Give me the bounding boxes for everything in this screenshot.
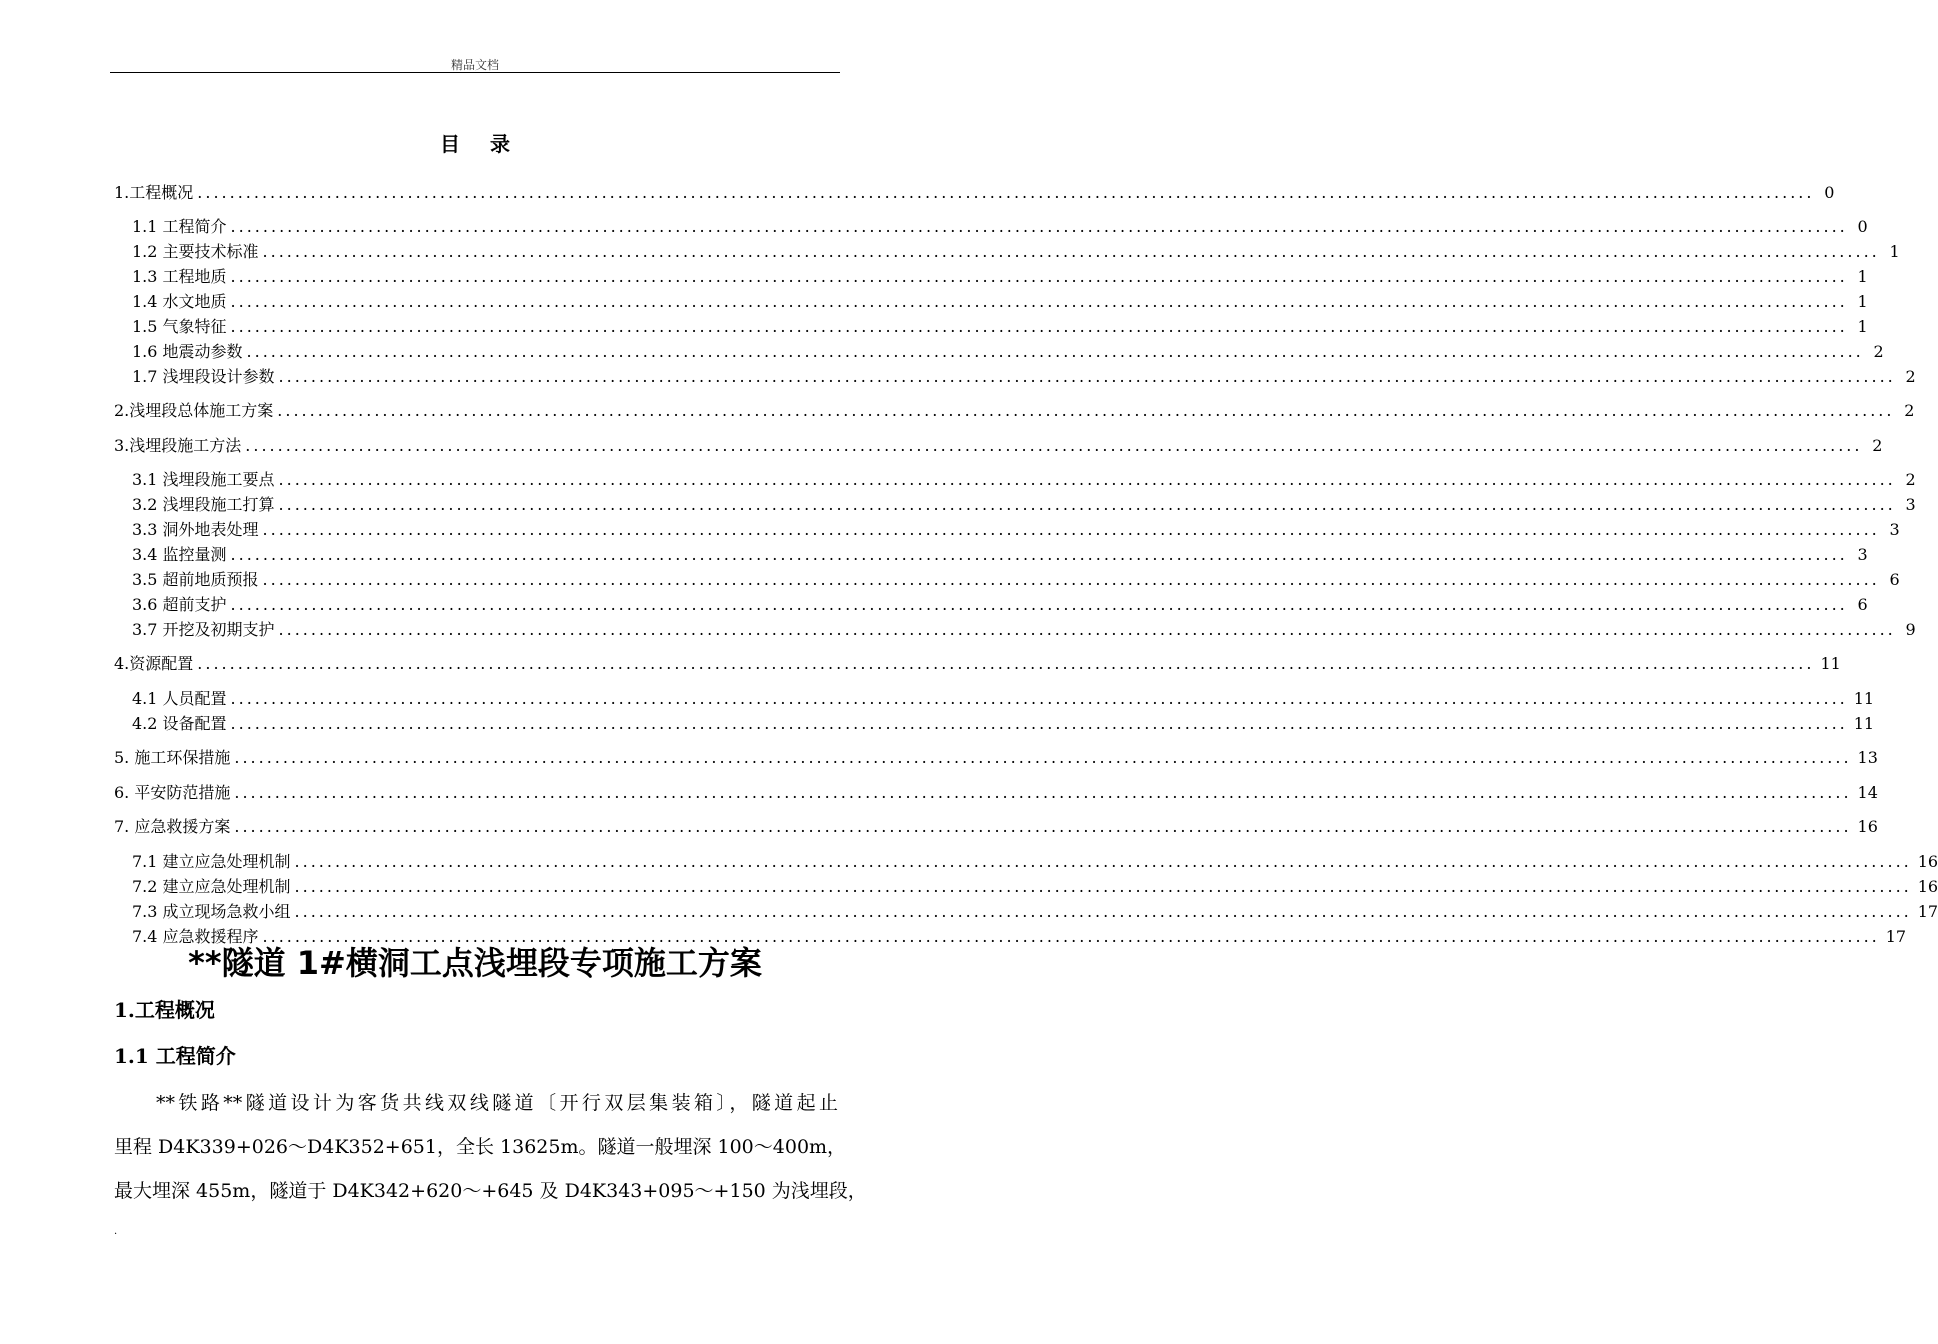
toc-leader-dots: ........................................................................................................................................................................................................: [230, 595, 1848, 614]
toc-entry[interactable]: [132, 874, 1938, 896]
toc-entry[interactable]: [132, 314, 1868, 336]
header-rule: [110, 72, 840, 73]
toc-leader-dots: ........................................................................................................................................................................................................: [278, 620, 1896, 639]
toc-entry[interactable]: [132, 492, 1916, 514]
toc-entry-page: 2: [1872, 436, 1883, 455]
toc-leader-dots: ........................................................................................................................................................................................................: [294, 852, 1912, 871]
toc-leader-dots: ........................................................................................................................................................................................................: [234, 783, 1852, 802]
toc-entry-label: 5. 施工环保措施: [114, 748, 231, 767]
toc-entry[interactable]: [114, 180, 1835, 202]
toc-entry[interactable]: [132, 239, 1900, 261]
toc-entry-label: 3.1 浅埋段施工要点: [132, 470, 275, 489]
toc-entry[interactable]: [132, 567, 1900, 589]
toc-entry-label: 7.3 成立现场急救小组: [132, 902, 291, 921]
toc-leader-dots: ........................................................................................................................................................................................................: [262, 927, 1880, 946]
toc-entry-label: 4.1 人员配置: [132, 689, 227, 708]
toc-entry[interactable]: [114, 433, 1883, 455]
toc-entry-label: 7.1 建立应急处理机制: [132, 852, 291, 871]
toc-leader-dots: ........................................................................................................................................................................................................: [197, 654, 1815, 673]
toc-entry-label: 1.1 工程简介: [132, 217, 227, 236]
toc-entry[interactable]: [114, 651, 1841, 673]
toc-entry-label: 1.7 浅埋段设计参数: [132, 367, 275, 386]
toc-entry-page: 3: [1905, 495, 1916, 514]
toc-entry[interactable]: [132, 467, 1916, 489]
toc-entry[interactable]: [114, 745, 1878, 767]
toc-entry[interactable]: [132, 339, 1884, 361]
toc-entry-page: 17: [1917, 902, 1938, 921]
toc-entry-page: 2: [1905, 470, 1916, 489]
subsection-heading: 1.1 工程简介: [114, 1044, 236, 1068]
toc-entry-page: 1: [1889, 242, 1900, 261]
toc-entry-label: 1.5 气象特征: [132, 317, 227, 336]
toc-entry[interactable]: [132, 686, 1875, 708]
toc-leader-dots: ........................................................................................................................................................................................................: [262, 570, 1880, 589]
toc-entry[interactable]: [132, 517, 1900, 539]
toc-leader-dots: ........................................................................................................................................................................................................: [245, 436, 1863, 455]
toc-entry-label: 3.7 开挖及初期支护: [132, 620, 275, 639]
document-title: **隧道 1#横洞工点浅埋段专项施工方案: [188, 944, 762, 982]
toc-leader-dots: ........................................................................................................................................................................................................: [230, 292, 1848, 311]
toc-entry-page: 3: [1857, 545, 1868, 564]
toc-leader-dots: ........................................................................................................................................................................................................: [230, 317, 1848, 336]
toc-entry[interactable]: [132, 711, 1875, 733]
toc-title: 目录: [440, 132, 540, 156]
header-text: 精品文档: [450, 58, 499, 72]
paragraph-line: **铁路**隧道设计为客货共线双线隧道〔开行双层集装箱〕，隧道起止: [156, 1092, 838, 1114]
toc-entry-page: 6: [1857, 595, 1868, 614]
toc-entry-page: 11: [1853, 714, 1875, 733]
toc-entry-label: 6. 平安防范措施: [114, 783, 231, 802]
toc-entry[interactable]: [132, 542, 1868, 564]
toc-entry[interactable]: [114, 780, 1878, 802]
toc-entry[interactable]: [132, 289, 1868, 311]
toc-entry[interactable]: [114, 814, 1878, 836]
toc-entry-label: 3.3 洞外地表处理: [132, 520, 259, 539]
toc-leader-dots: ........................................................................................................................................................................................................: [278, 470, 1896, 489]
toc-entry-page: 9: [1905, 620, 1916, 639]
toc-entry[interactable]: [114, 398, 1915, 420]
toc-entry-label: 2.浅埋段总体施工方案: [114, 401, 274, 420]
toc-entry-page: 11: [1853, 689, 1875, 708]
toc-entry-page: 2: [1905, 367, 1916, 386]
toc-leader-dots: ........................................................................................................................................................................................................: [278, 367, 1896, 386]
toc-leader-dots: ........................................................................................................................................................................................................: [277, 401, 1895, 420]
toc-entry-page: 0: [1857, 217, 1868, 236]
toc-entry-label: 3.浅埋段施工方法: [114, 436, 242, 455]
toc-entry-page: 11: [1820, 654, 1841, 673]
toc-entry-label: 1.2 主要技术标准: [132, 242, 259, 261]
toc-entry-label: 1.3 工程地质: [132, 267, 227, 286]
toc-entry-label: 7. 应急救援方案: [114, 817, 231, 836]
toc-entry-label: 7.4 应急救援程序: [132, 927, 259, 946]
toc-entry-page: 17: [1885, 927, 1907, 946]
toc-entry-page: 16: [1917, 877, 1938, 896]
toc-leader-dots: ........................................................................................................................................................................................................: [234, 748, 1852, 767]
toc-leader-dots: ........................................................................................................................................................................................................: [262, 520, 1880, 539]
toc-leader-dots: ........................................................................................................................................................................................................: [230, 714, 1848, 733]
toc-entry-label: 1.6 地震动参数: [132, 342, 243, 361]
toc-leader-dots: ........................................................................................................................................................................................................: [294, 877, 1912, 896]
toc-entry[interactable]: [132, 364, 1916, 386]
toc-entry-label: 1.4 水文地质: [132, 292, 227, 311]
toc-leader-dots: ........................................................................................................................................................................................................: [278, 495, 1896, 514]
toc-entry[interactable]: [132, 214, 1868, 236]
toc-leader-dots: ........................................................................................................................................................................................................: [246, 342, 1864, 361]
section-heading: 1.工程概况: [114, 998, 215, 1022]
toc-leader-dots: ........................................................................................................................................................................................................: [230, 267, 1848, 286]
toc-leader-dots: ........................................................................................................................................................................................................: [197, 183, 1815, 202]
toc-entry-page: 1: [1857, 292, 1868, 311]
toc-entry[interactable]: [132, 849, 1938, 871]
toc-entry-page: 1: [1857, 267, 1868, 286]
toc-entry[interactable]: [132, 264, 1868, 286]
toc-leader-dots: ........................................................................................................................................................................................................: [262, 242, 1880, 261]
toc-leader-dots: ........................................................................................................................................................................................................: [234, 817, 1852, 836]
footer-mark: .: [114, 1226, 118, 1237]
toc-entry[interactable]: [132, 592, 1868, 614]
toc-entry[interactable]: [132, 899, 1938, 921]
toc-entry-page: 3: [1889, 520, 1900, 539]
toc-leader-dots: ........................................................................................................................................................................................................: [230, 689, 1848, 708]
toc-entry-label: 1.工程概况: [114, 183, 194, 202]
toc-entry-page: 1: [1857, 317, 1868, 336]
toc-entry-page: 2: [1904, 401, 1915, 420]
toc-entry-page: 16: [1857, 817, 1878, 836]
toc-leader-dots: ........................................................................................................................................................................................................: [230, 217, 1848, 236]
toc-entry[interactable]: [132, 617, 1916, 639]
toc-entry-page: 14: [1857, 783, 1878, 802]
toc-leader-dots: ........................................................................................................................................................................................................: [294, 902, 1912, 921]
toc-entry-page: 6: [1889, 570, 1900, 589]
toc-entry-label: 3.2 浅埋段施工打算: [132, 495, 275, 514]
toc-entry-label: 7.2 建立应急处理机制: [132, 877, 291, 896]
toc-entry-page: 13: [1857, 748, 1878, 767]
toc-entry-label: 3.5 超前地质预报: [132, 570, 259, 589]
paragraph-line: 里程 D4K339+026～D4K352+651，全长 13625m。隧道一般埋深 100～400m，: [114, 1136, 847, 1158]
toc-entry-label: 3.4 监控量测: [132, 545, 227, 564]
toc-entry-label: 3.6 超前支护: [132, 595, 227, 614]
paragraph-line: 最大埋深 455m，隧道于 D4K342+620～+645 及 D4K343+095～+150 为浅埋段，: [114, 1180, 867, 1202]
toc-entry-page: 16: [1917, 852, 1938, 871]
toc-leader-dots: ........................................................................................................................................................................................................: [230, 545, 1848, 564]
toc-entry-page: 2: [1873, 342, 1884, 361]
toc-entry-page: 0: [1824, 183, 1835, 202]
toc-entry-label: 4.资源配置: [114, 654, 194, 673]
toc-entry-label: 4.2 设备配置: [132, 714, 227, 733]
